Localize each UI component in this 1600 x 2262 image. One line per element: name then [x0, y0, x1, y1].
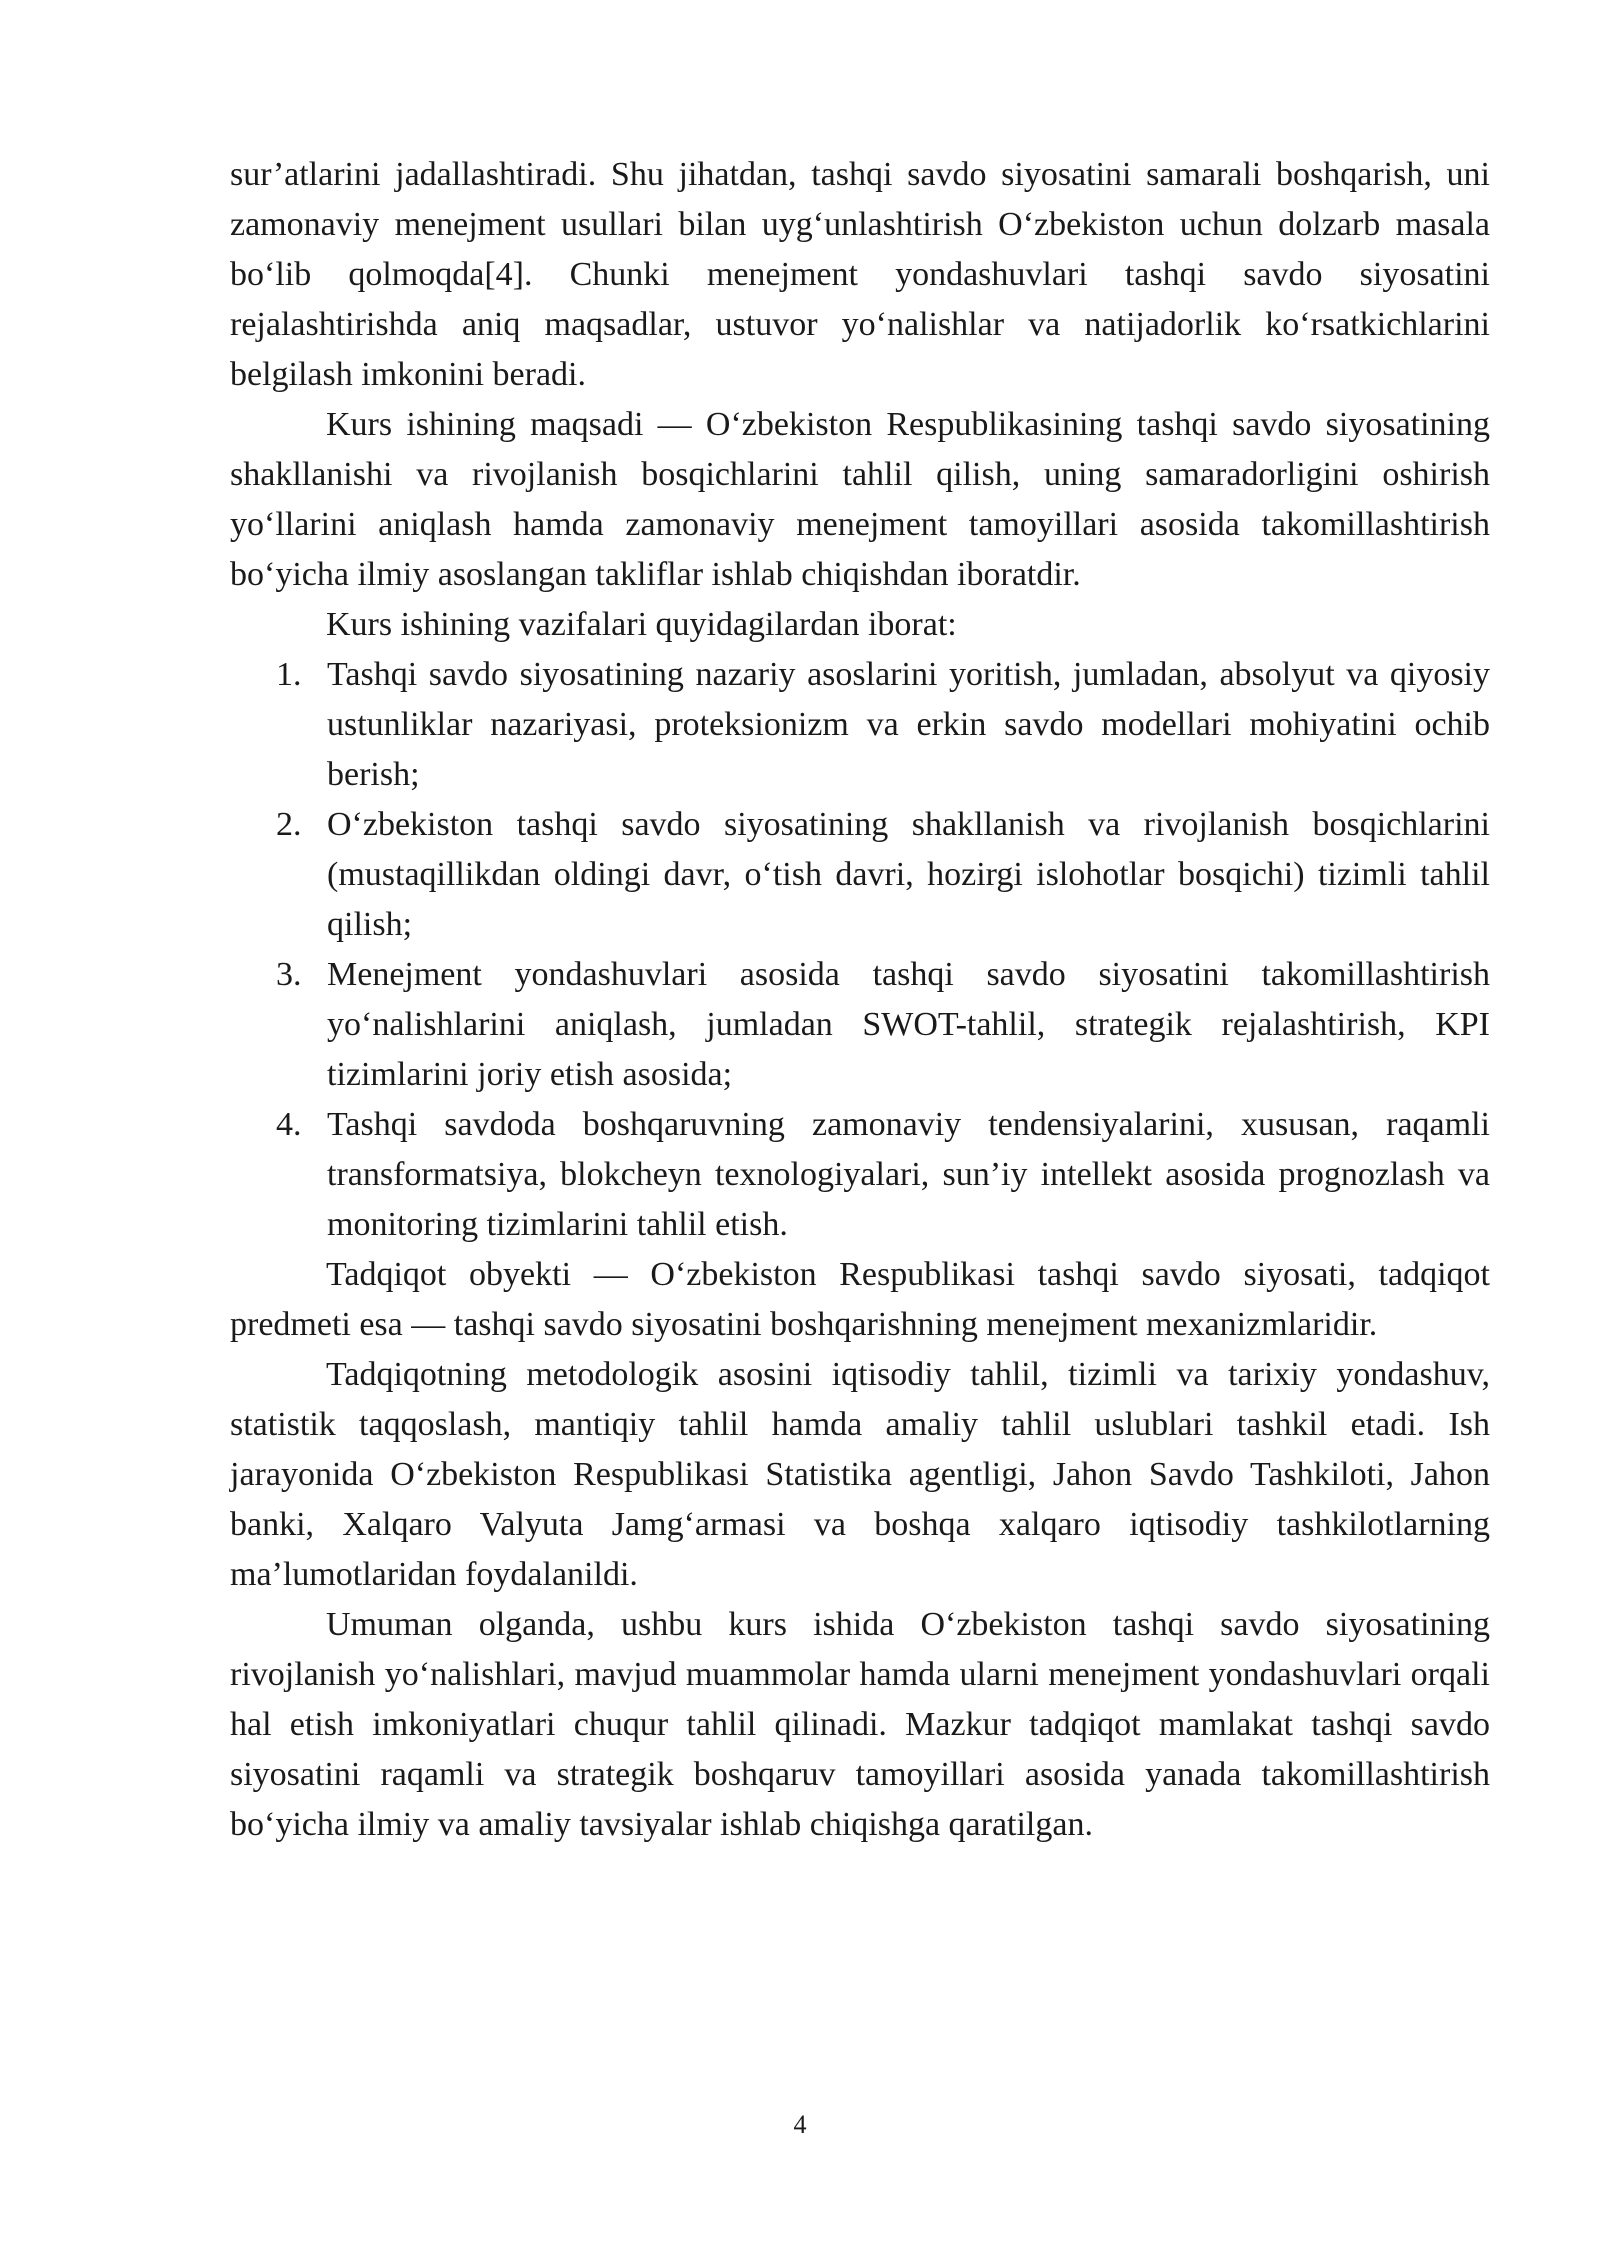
task-item-4: [230, 1100, 1490, 1250]
task-text: O‘zbekiston tashqi savdo siyosatining shakllanish va rivojlanish bosqichlarini (mustaqillikdan oldingi davr, o‘tish davri, hozirgi islohotlar bosqichi) tizimli tahlil qilish;: [327, 806, 1490, 943]
task-item-3: [230, 950, 1490, 1100]
task-number: 2.: [276, 806, 302, 843]
task-text: Tashqi savdo siyosatining nazariy asoslarini yoritish, jumladan, absolyut va qiyosiy ustunliklar nazariyasi, proteksionizm va erkin savdo modellari mohiyatini ochib berish;: [327, 656, 1490, 793]
task-item-1: [230, 650, 1490, 800]
task-number: 3.: [276, 956, 302, 993]
task-text: Tashqi savdoda boshqaruvning zamonaviy tendensiyalarini, xususan, raqamli transformatsiya, blokcheyn texnologiyalari, sun’iy intellekt asosida prognozlash va monitoring tizimlarini tahlil etish.: [327, 1106, 1490, 1243]
paragraph-goal: Kurs ishining maqsadi — O‘zbekiston Respublikasining tashqi savdo siyosatining shakllanishi va rivojlanish bosqichlarini tahlil qilish, uning samaradorligini oshirish yo‘llarini aniqlash hamda zamonaviy menejment tamoyillari asosida takomillashtirish bo‘yicha ilmiy asoslangan takliflar ishlab chiqishdan iboratdir.: [230, 406, 1490, 593]
task-item-2: [230, 800, 1490, 950]
paragraph-tasks-intro: Kurs ishining vazifalari quyidagilardan iborat:: [326, 606, 957, 643]
task-number: 4.: [276, 1106, 302, 1143]
document-page: [230, 150, 1490, 1850]
task-number: 1.: [276, 656, 302, 693]
paragraph-intro-continuation: sur’atlarini jadallashtiradi. Shu jihatdan, tashqi savdo siyosatini samarali boshqarish, uni zamonaviy menejment usullari bilan uyg‘unlashtirish O‘zbekiston uchun dolzarb masala bo‘lib qolmoqda[4]. Chunki menejment yondashuvlari tashqi savdo siyosatini rejalashtirishda aniq maqsadlar, ustuvor yo‘nalishlar va natijadorlik ko‘rsatkichlarini belgilash imkonini beradi.: [230, 156, 1490, 393]
page-number: 4: [793, 2110, 807, 2139]
paragraph-object: Tadqiqot obyekti — O‘zbekiston Respublikasi tashqi savdo siyosati, tadqiqot predmeti esa — tashqi savdo siyosatini boshqarishning menejment mexanizmlaridir.: [230, 1256, 1490, 1343]
paragraph-methodology: Tadqiqotning metodologik asosini iqtisodiy tahlil, tizimli va tarixiy yondashuv, statistik taqqoslash, mantiqiy tahlil hamda amaliy tahlil uslublari tashkil etadi. Ish jarayonida O‘zbekiston Respublikasi Statistika agentligi, Jahon Savdo Tashkiloti, Jahon banki, Xalqaro Valyuta Jamg‘armasi va boshqa xalqaro iqtisodiy tashkilotlarning ma’lumotlaridan foydalanildi.: [230, 1356, 1490, 1593]
task-list: [230, 650, 1490, 1250]
paragraph-conclusion: Umuman olganda, ushbu kurs ishida O‘zbekiston tashqi savdo siyosatining rivojlanish yo‘nalishlari, mavjud muammolar hamda ularni menejment yondashuvlari orqali hal etish imkoniyatlari chuqur tahlil qilinadi. Mazkur tadqiqot mamlakat tashqi savdo siyosatini raqamli va strategik boshqaruv tamoyillari asosida yanada takomillashtirish bo‘yicha ilmiy va amaliy tavsiyalar ishlab chiqishga qaratilgan.: [230, 1606, 1490, 1843]
task-text: Menejment yondashuvlari asosida tashqi savdo siyosatini takomillashtirish yo‘nalishlarini aniqlash, jumladan SWOT-tahlil, strategik rejalashtirish, KPI tizimlarini joriy etish asosida;: [327, 956, 1490, 1093]
